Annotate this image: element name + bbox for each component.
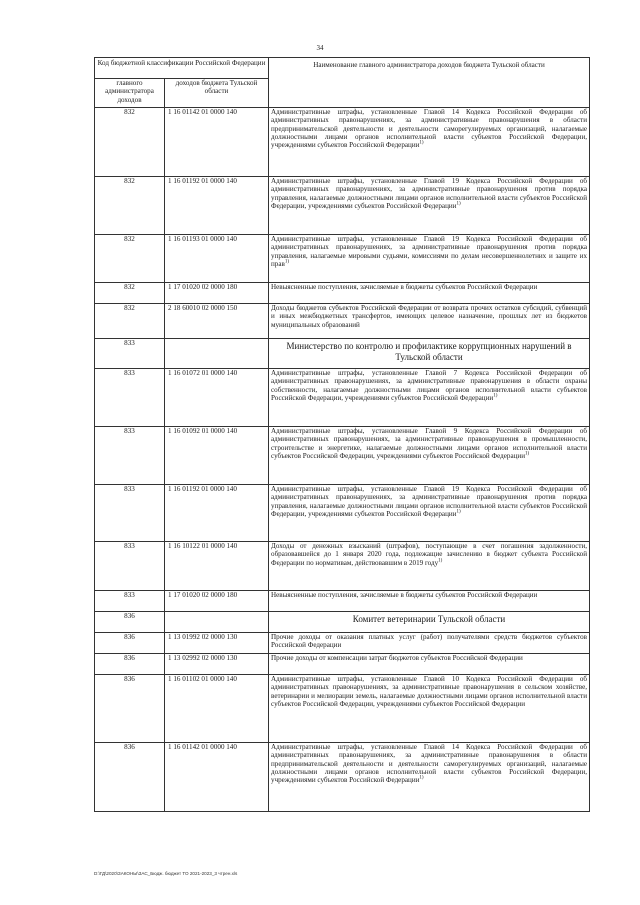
admin-code: 833 bbox=[95, 369, 165, 427]
income-description: Доходы от денежных взысканий (штрафов), поступающие в счет погашения задолженности, образовавшейся до 1 января 2020 года, подлежащие зачислению в бюджет субъекта Российской Федерации по нормативам, действовавшим в 2019 году$^{1)}$ bbox=[269, 542, 590, 591]
income-description: Невыясненные поступления, зачисляемые в бюджеты субъектов Российской Федерации bbox=[269, 283, 590, 304]
income-description: Административные штрафы, установленные Главой 19 Кодекса Российской Федерации об административных правонарушениях, за административные правонарушения против порядка управления, налагаемые должностными лицами органов исполнительной власти субъектов Российской Федерации, учреждениями субъектов Российской Федерации$^{1)}$ bbox=[269, 485, 590, 542]
admin-code: 833 bbox=[95, 427, 165, 485]
income-code: 1 13 02992 02 0000 130 bbox=[165, 654, 269, 675]
income-code: 1 16 01072 01 0000 140 bbox=[165, 369, 269, 427]
table-row bbox=[95, 654, 590, 675]
admin-code: 833 bbox=[95, 591, 165, 612]
admin-code: 832 bbox=[95, 304, 165, 339]
income-code: 1 17 01020 02 0000 180 bbox=[165, 591, 269, 612]
admin-code: 832 bbox=[95, 283, 165, 304]
admin-code: 833 bbox=[95, 485, 165, 542]
income-description: Административные штрафы, установленные Главой 14 Кодекса Российской Федерации об административных правонарушениях, за административные правонарушения в области предпринимательской деятельности и деятельности саморегулируемых организаций, налагаемые должностными лицами органов исполнительной власти субъектов Российской Федерации, учреждениями субъектов Российской Федерации$^{1)}$ bbox=[269, 108, 590, 177]
table-row bbox=[95, 743, 590, 812]
income-code: 1 16 01142 01 0000 140 bbox=[165, 108, 269, 177]
budget-classification-table bbox=[94, 57, 590, 812]
income-code: 1 16 01142 01 0000 140 bbox=[165, 743, 269, 812]
admin-code: 833 bbox=[95, 339, 165, 369]
table-row bbox=[95, 108, 590, 177]
table-row bbox=[95, 304, 590, 339]
admin-code: 832 bbox=[95, 177, 165, 235]
empty-cell bbox=[165, 339, 269, 369]
income-description: Административные штрафы, установленные Главой 9 Кодекса Российской Федерации об административных правонарушениях, за административные правонарушения в промышленности, строительстве и энергетике, налагаемые должностными лицами органов исполнительной власти субъектов Российской Федерации, учреждениями субъектов Российской Федерации$^{1)}$ bbox=[269, 427, 590, 485]
income-code: 1 16 01192 01 0000 140 bbox=[165, 177, 269, 235]
header-admin-column: главного администратора доходов bbox=[95, 79, 165, 108]
admin-code: 836 bbox=[95, 633, 165, 654]
income-code: 2 18 60010 02 0000 150 bbox=[165, 304, 269, 339]
admin-code: 832 bbox=[95, 108, 165, 177]
admin-code: 836 bbox=[95, 743, 165, 812]
page-number: 34 bbox=[316, 44, 324, 52]
income-code: 1 16 10122 01 0000 140 bbox=[165, 542, 269, 591]
income-code: 1 13 01992 02 0000 130 bbox=[165, 633, 269, 654]
income-description: Административные штрафы, установленные Главой 19 Кодекса Российской Федерации об административных правонарушениях, за административные правонарушения против порядка управления, налагаемые мировыми судьями, комиссиями по делам несовершеннолетних и защите их прав$^{1)}$ bbox=[269, 235, 590, 283]
admin-code: 836 bbox=[95, 675, 165, 743]
header-income-column: доходов бюджета Тульской области bbox=[165, 79, 269, 108]
empty-cell bbox=[165, 612, 269, 633]
table-row bbox=[95, 235, 590, 283]
table-row bbox=[95, 283, 590, 304]
income-description: Невыясненные поступления, зачисляемые в бюджеты субъектов Российской Федерации bbox=[269, 591, 590, 612]
table-row bbox=[95, 427, 590, 485]
department-row bbox=[95, 339, 590, 369]
table-row bbox=[95, 177, 590, 235]
table-row bbox=[95, 633, 590, 654]
table-row bbox=[95, 485, 590, 542]
income-description: Доходы бюджетов субъектов Российской Федерации от возврата прочих остатков субсидий, субвенций и иных межбюджетных трансфертов, имеющих целевое назначение, прошлых лет из бюджетов муниципальных образований bbox=[269, 304, 590, 339]
department-row bbox=[95, 612, 590, 633]
table-row bbox=[95, 542, 590, 591]
income-code: 1 16 01092 01 0000 140 bbox=[165, 427, 269, 485]
admin-code: 836 bbox=[95, 654, 165, 675]
admin-code: 832 bbox=[95, 235, 165, 283]
income-description: Прочие доходы от оказания платных услуг (работ) получателями средств бюджетов субъектов Российской Федерации bbox=[269, 633, 590, 654]
file-path-footer: D:\ГД\2020\ЗАКОНЫ\ЗАС_Бюдж. бюджет ТО 2021-2023_3 чтрен.xls bbox=[94, 871, 238, 876]
table-row bbox=[95, 369, 590, 427]
income-code: 1 16 01193 01 0000 140 bbox=[165, 235, 269, 283]
table-row bbox=[95, 675, 590, 743]
income-description: Прочие доходы от компенсации затрат бюджетов субъектов Российской Федерации bbox=[269, 654, 590, 675]
department-name: Министерство по контролю и профилактике коррупционных нарушений в Тульской области bbox=[269, 339, 590, 369]
header-code-group: Код бюджетной классификации Российской Федерации bbox=[95, 58, 269, 79]
income-description: Административные штрафы, установленные Главой 19 Кодекса Российской Федерации об административных правонарушениях, за административные правонарушения против порядка управления, налагаемые должностными лицами органов исполнительной власти субъектов Российской Федерации, учреждениями субъектов Российской Федерации$^{1)}$ bbox=[269, 177, 590, 235]
income-description: Административные штрафы, установленные Главой 14 Кодекса Российской Федерации об административных правонарушениях, за административные правонарушения в области предпринимательской деятельности и деятельности саморегулируемых организаций, налагаемые должностными лицами органов исполнительной власти субъектов Российской Федерации, учреждениями субъектов Российской Федерации$^{1)}$ bbox=[269, 743, 590, 812]
department-name: Комитет ветеринарии Тульской области bbox=[269, 612, 590, 633]
header-name-column: Наименование главного администратора доходов бюджета Тульской области bbox=[269, 58, 590, 108]
admin-code: 833 bbox=[95, 542, 165, 591]
income-code: 1 16 01102 01 0000 140 bbox=[165, 675, 269, 743]
table-header-row bbox=[95, 58, 590, 79]
income-description: Административные штрафы, установленные Главой 7 Кодекса Российской Федерации об административных правонарушениях, за административные правонарушения в области охраны собственности, налагаемые должностными лицами органов исполнительной власти субъектов Российской Федерации, учреждениями субъектов Российской Федерации$^{1)}$ bbox=[269, 369, 590, 427]
income-code: 1 17 01020 02 0000 180 bbox=[165, 283, 269, 304]
table-row bbox=[95, 591, 590, 612]
income-code: 1 16 01192 01 0000 140 bbox=[165, 485, 269, 542]
income-description: Административные штрафы, установленные Главой 10 Кодекса Российской Федерации об административных правонарушениях, за административные правонарушения в сельском хозяйстве, ветеринарии и мелиорации земель, налагаемые должностными лицами органов исполнительной власти субъектов Российской Федерации, учреждениями субъектов Российской Федерации bbox=[269, 675, 590, 743]
admin-code: 836 bbox=[95, 612, 165, 633]
